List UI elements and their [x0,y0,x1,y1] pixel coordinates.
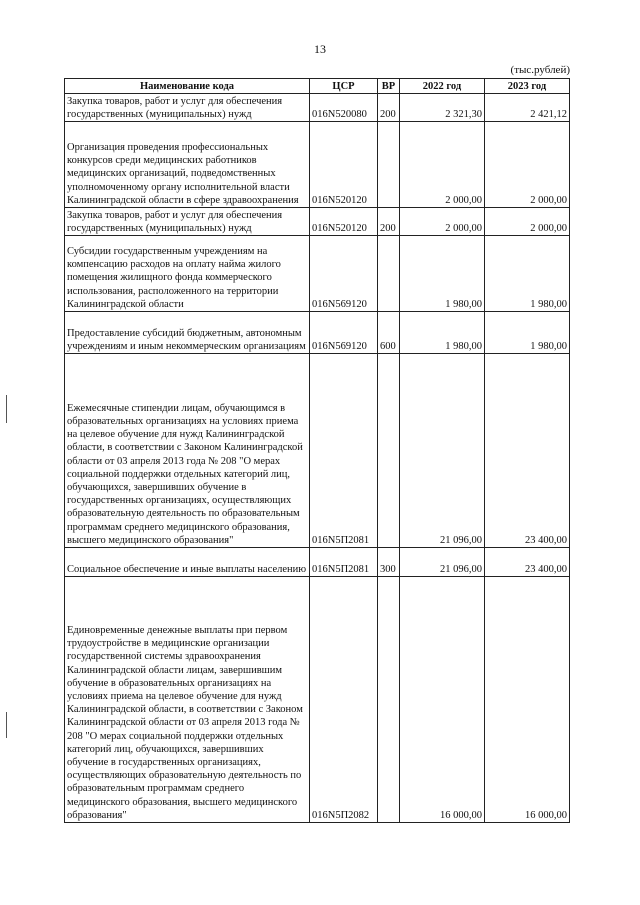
row-csr: 016N520120 [310,208,378,236]
row-value-2022: 2 000,00 [400,208,485,236]
row-value-2023: 16 000,00 [485,577,570,823]
row-value-2022: 2 321,30 [400,94,485,122]
row-value-2022: 16 000,00 [400,577,485,823]
scan-edge-mark [6,395,7,423]
table-row [65,548,570,577]
row-csr: 016N5П2081 [310,354,378,548]
table-row [65,208,570,236]
row-value-2022: 21 096,00 [400,354,485,548]
row-value-2022: 1 980,00 [400,236,485,312]
scan-edge-mark [6,712,7,738]
row-value-2023: 2 000,00 [485,208,570,236]
row-value-2023: 2 421,12 [485,94,570,122]
row-csr: 016N569120 [310,312,378,354]
table-row [65,312,570,354]
table-row [65,236,570,312]
row-csr: 016N520080 [310,94,378,122]
row-value-2022: 21 096,00 [400,548,485,577]
row-name: Предоставление субсидий бюджетным, автономным учреждениям и иным некоммерческим организациям [65,312,310,354]
row-value-2023: 1 980,00 [485,236,570,312]
row-name: Закупка товаров, работ и услуг для обеспечения государственных (муниципальных) нужд [65,94,310,122]
table-header-row [65,79,570,94]
row-vr: 600 [378,312,400,354]
row-name: Субсидии государственным учреждениям на компенсацию расходов на оплату найма жилого помещения жилищного фонда коммерческого использования, расположенного на территории Калининградской области [65,236,310,312]
row-csr: 016N5П2082 [310,577,378,823]
table-row [65,577,570,823]
row-value-2023: 1 980,00 [485,312,570,354]
header-csr: ЦСР [310,79,378,94]
row-vr: 200 [378,208,400,236]
row-vr [378,577,400,823]
row-value-2023: 23 400,00 [485,354,570,548]
row-name: Ежемесячные стипендии лицам, обучающимся в образовательных организациях на условиях приема на целевое обучение для нужд Калининградской области, в соответствии с Законом Калининградской области от 03 апреля 2013 года № 208 "О мерах социальной поддержки отдельных категорий лиц, обучающихся, завершивших обучение в государственных организациях, осуществляющих образовательную деятельность по образовательным программам среднего медицинского образования, высшего медицинского образования" [65,354,310,548]
header-name: Наименование кода [65,79,310,94]
units-label: (тыс.рублей) [510,64,570,76]
page-number: 13 [314,42,326,56]
table-row [65,354,570,548]
row-value-2023: 2 000,00 [485,122,570,208]
row-name: Закупка товаров, работ и услуг для обеспечения государственных (муниципальных) нужд [65,208,310,236]
header-2023: 2023 год [485,79,570,94]
row-name: Социальное обеспечение и иные выплаты населению [65,548,310,577]
row-vr: 200 [378,94,400,122]
header-vr: ВР [378,79,400,94]
row-name: Организация проведения профессиональных конкурсов среди медицинских работников медицинских организаций, подведомственных уполномоченному органу исполнительной власти Калининградской области в сфере здравоохранения [65,122,310,208]
table-row [65,122,570,208]
row-csr: 016N5П2081 [310,548,378,577]
row-csr: 016N520120 [310,122,378,208]
row-vr [378,122,400,208]
header-2022: 2022 год [400,79,485,94]
row-vr [378,236,400,312]
row-vr [378,354,400,548]
row-value-2022: 2 000,00 [400,122,485,208]
table-row [65,94,570,122]
row-csr: 016N569120 [310,236,378,312]
row-vr: 300 [378,548,400,577]
row-name: Единовременные денежные выплаты при первом трудоустройстве в медицинские организации государственной системы здравоохранения Калининградской области лицам, завершившим обучение в образовательных организациях на условиях приема на целевое обучение для нужд Калининградской области, в соответствии с Законом Калининградской области от 03 апреля 2013 года № 208 "О мерах социальной поддержки отдельных категорий лиц, обучающихся, завершивших обучение в государственных организациях, осуществляющих образовательную деятельность по образовательным программам среднего медицинского образования, высшего медицинского образования" [65,577,310,823]
row-value-2022: 1 980,00 [400,312,485,354]
row-value-2023: 23 400,00 [485,548,570,577]
budget-table [64,78,570,823]
